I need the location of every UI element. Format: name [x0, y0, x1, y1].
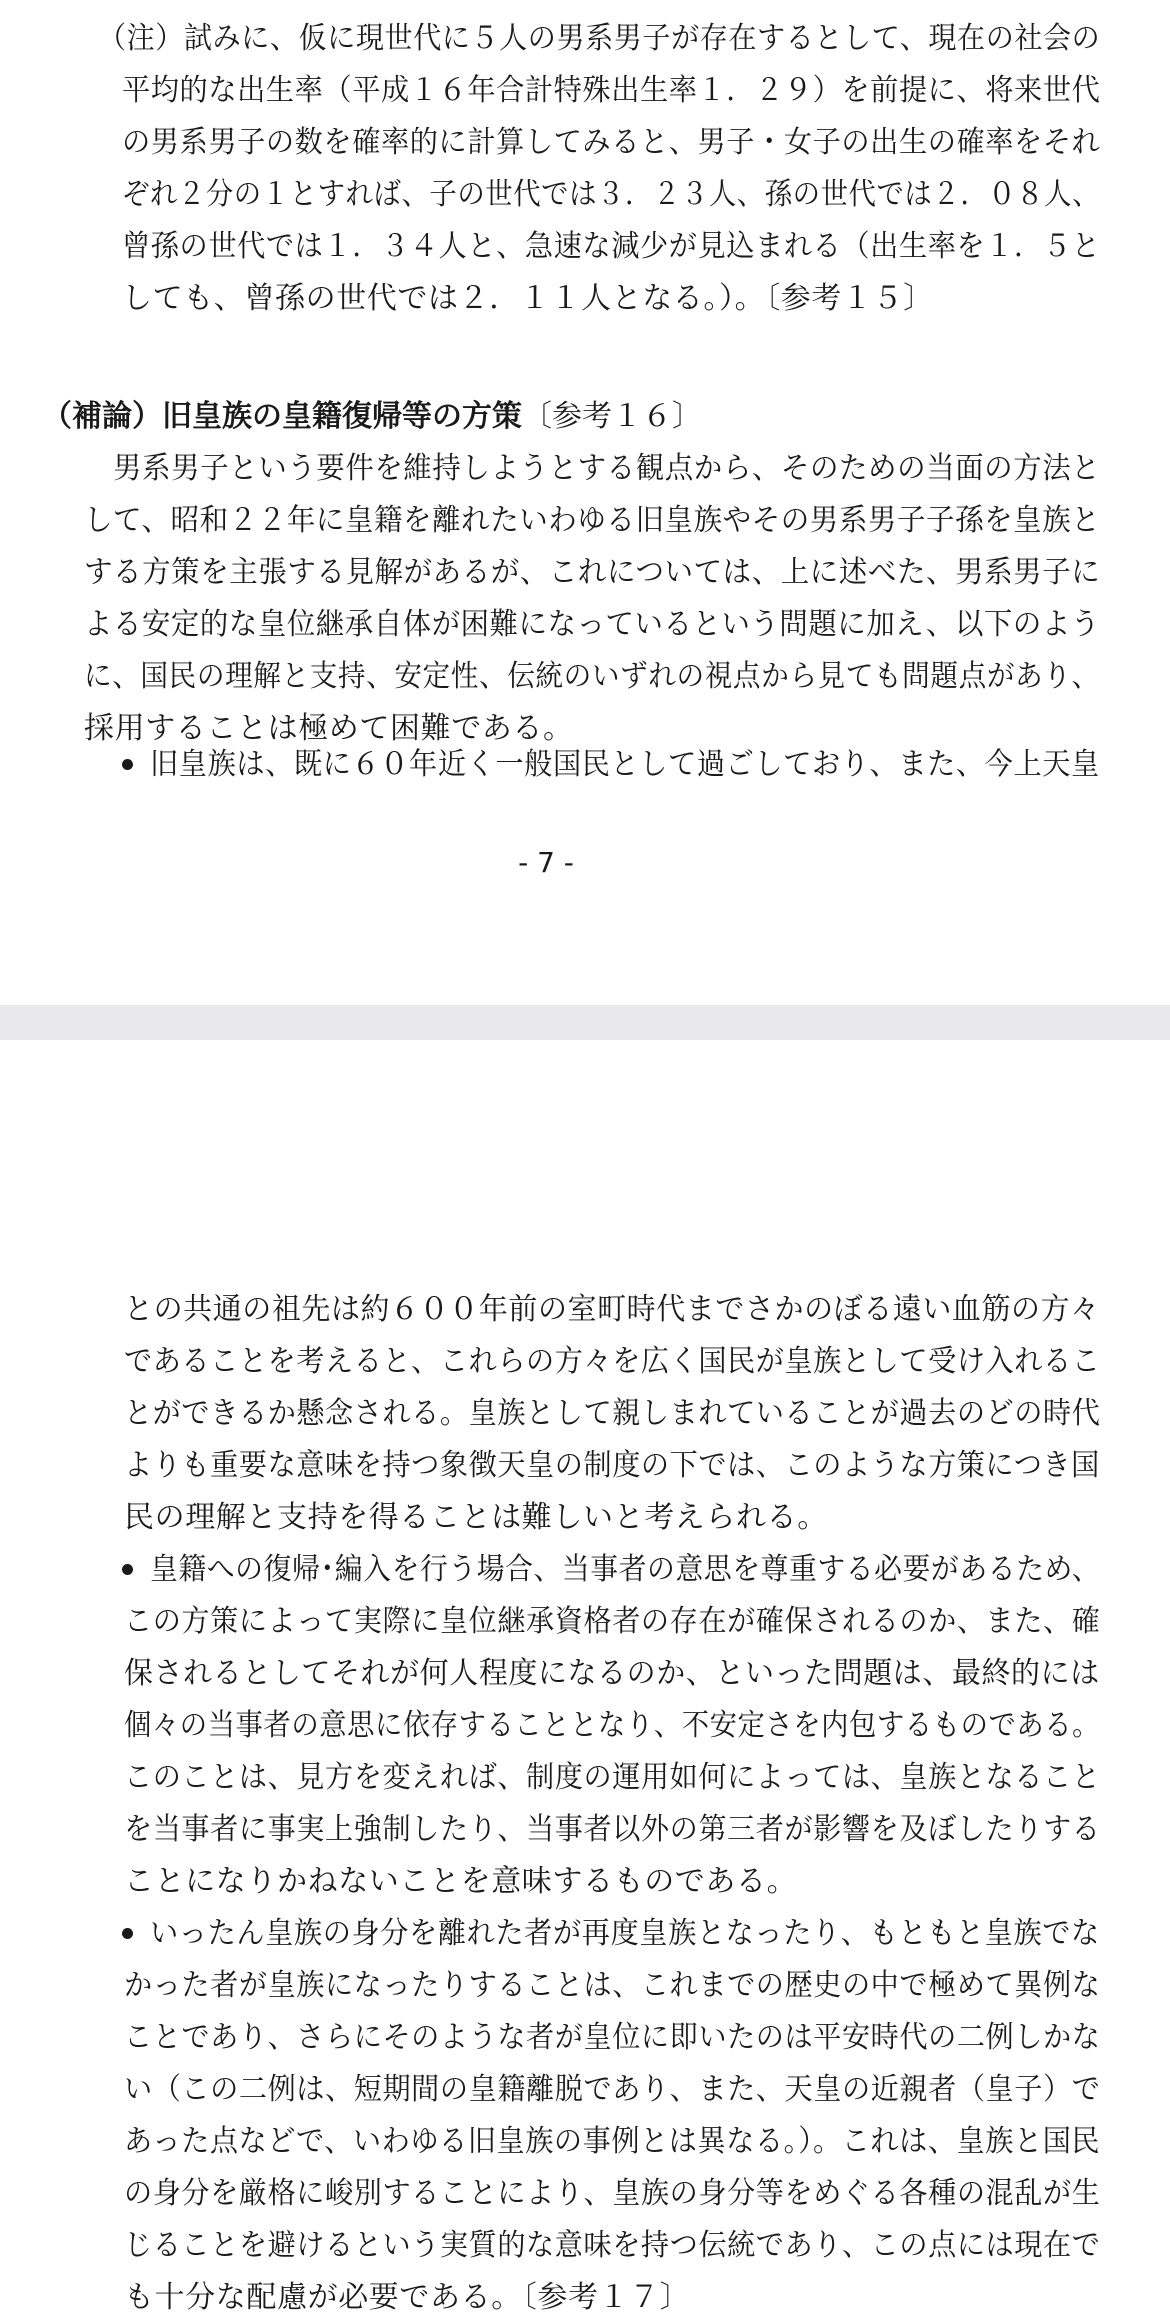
bullet-3-line-7: じることを避けるという実質的な意味を持つ伝統であり、この点には現在で [124, 2228, 1101, 2263]
note-line-2: 平均的な出生率（平成１６年合計特殊出生率１．２９）を前提に、将来世代 [122, 73, 1101, 108]
section-heading-title: （補論）旧皇族の皇籍復帰等の方策 [42, 399, 522, 434]
bullet-2-line-5: このことは、見方を変えれば、制度の運用如何によっては、皇族となること [124, 1760, 1101, 1795]
bullet-2-dot [122, 1564, 133, 1575]
paragraph-line-4: よる安定的な皇位継承自体が困難になっているという問題に加え、以下のよう [84, 607, 1100, 642]
paragraph-line-6: 採用することは極めて困難である。 [84, 711, 574, 746]
section-heading [42, 391, 702, 443]
page-separator [0, 1005, 1170, 1040]
bullet-1-line-6: 民の理解と支持を得ることは難しいと考えられる。 [124, 1500, 828, 1535]
paragraph-line-2: して、昭和２２年に皇籍を離れたいわゆる旧皇族やその男系男子子孫を皇族と [84, 503, 1101, 538]
bullet-2-line-2: この方策によって実際に皇位継承資格者の存在が確保されるのか、また、確 [124, 1604, 1101, 1639]
bullet-3-line-6: の身分を厳格に峻別することにより、皇族の身分等をめぐる各種の混乱が生 [124, 2176, 1101, 2211]
bullet-3-line-4: い（この二例は、短期間の皇籍離脱であり、また、天皇の近親者（皇子）で [124, 2072, 1101, 2107]
section-heading-ref: 〔参考１６〕 [522, 399, 702, 434]
note-line-4: ぞれ２分の１とすれば、子の世代では３．２３人、孫の世代では２．０８人、 [122, 177, 1101, 212]
bullet-2-line-1: 皇籍への復帰･編入を行う場合、当事者の意思を尊重する必要があるため、 [150, 1552, 1101, 1587]
bullet-2-line-7: ことになりかねないことを意味するものである。 [124, 1864, 798, 1899]
paragraph-line-5: に、国民の理解と支持、安定性、伝統のいずれの視点から見ても問題点があり、 [84, 659, 1100, 694]
bullet-2-line-3: 保されるとしてそれが何人程度になるのか、といった問題は、最終的には [124, 1656, 1100, 1691]
bullet-1-line-1: 旧皇族は、既に６０年近く一般国民として過ごしており、また、今上天皇 [150, 747, 1100, 782]
bullet-3-line-1: いったん皇族の身分を離れた者が再度皇族となったり、もともと皇族でな [150, 1916, 1100, 1951]
paragraph-line-3: する方策を主張する見解があるが、これについては、上に述べた、男系男子に [84, 555, 1101, 590]
bullet-2-line-6: を当事者に事実上強制したり、当事者以外の第三者が影響を及ぼしたりする [124, 1812, 1101, 1847]
bullet-1-line-5: よりも重要な意味を持つ象徴天皇の制度の下では、このような方策につき国 [124, 1448, 1100, 1483]
note-line-5: 曾孫の世代では１．３４人と、急速な減少が見込まれる（出生率を１．５と [122, 229, 1101, 264]
page-number: - 7 - [518, 846, 574, 879]
bullet-1-dot [122, 759, 133, 770]
bullet-3-line-2: かった者が皇族になったりすることは、これまでの歴史の中で極めて異例な [124, 1968, 1101, 2003]
note-line-1: （注）試みに、仮に現世代に５人の男系男子が存在するとして、現在の社会の [98, 21, 1101, 56]
bullet-2-line-4: 個々の当事者の意思に依存することとなり、不安定さを内包するものである。 [124, 1708, 1101, 1743]
bullet-3-line-5: あった点などで、いわゆる旧皇族の事例とは異なる。）。これは、皇族と国民 [124, 2124, 1101, 2159]
bullet-1-line-2: との共通の祖先は約６００年前の室町時代までさかのぼる遠い血筋の方々 [124, 1292, 1100, 1327]
paragraph-line-1: 男系男子という要件を維持しようとする観点から、そのための当面の方法と [113, 451, 1101, 486]
document-page-8 [0, 1040, 1170, 2315]
bullet-3-line-8: も十分な配慮が必要である。〔参考１７〕 [124, 2280, 691, 2315]
bullet-3-line-3: ことであり、さらにそのような者が皇位に即いたのは平安時代の二例しかな [124, 2020, 1101, 2055]
note-line-3: の男系男子の数を確率的に計算してみると、男子・女子の出生の確率をそれ [122, 125, 1101, 160]
note-line-6: しても、曾孫の世代では２．１１人となる。）。〔参考１５〕 [122, 281, 934, 316]
bullet-1-line-4: とができるか懸念される。皇族として親しまれていることが過去のどの時代 [124, 1396, 1101, 1431]
document-page-7 [0, 0, 1170, 1005]
bullet-3-dot [122, 1928, 133, 1939]
bullet-1-line-3: であることを考えると、これらの方々を広く国民が皇族として受け入れるこ [124, 1344, 1101, 1379]
